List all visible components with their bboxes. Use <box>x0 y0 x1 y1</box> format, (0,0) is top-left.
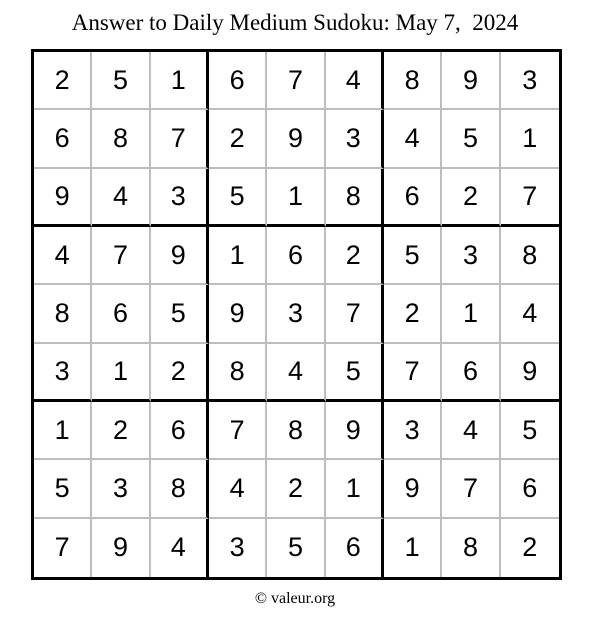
sudoku-cell: 4 <box>501 285 559 343</box>
sudoku-cell: 4 <box>326 52 384 110</box>
copyright-footer: © valeur.org <box>254 590 336 607</box>
sudoku-cell: 1 <box>326 460 384 518</box>
sudoku-cell: 6 <box>209 52 267 110</box>
sudoku-cell: 4 <box>92 169 150 227</box>
sudoku-cell: 2 <box>34 52 92 110</box>
sudoku-cell: 1 <box>34 402 92 460</box>
sudoku-cell: 7 <box>209 402 267 460</box>
sudoku-cell: 8 <box>326 169 384 227</box>
sudoku-cell: 3 <box>92 460 150 518</box>
sudoku-cell: 6 <box>326 519 384 577</box>
sudoku-cell: 2 <box>442 169 500 227</box>
sudoku-cell: 3 <box>34 344 92 402</box>
sudoku-cell: 9 <box>442 52 500 110</box>
sudoku-cell: 5 <box>442 110 500 168</box>
sudoku-cell: 2 <box>209 110 267 168</box>
sudoku-cell: 6 <box>267 227 325 285</box>
sudoku-cell: 7 <box>92 227 150 285</box>
sudoku-cell: 3 <box>209 519 267 577</box>
sudoku-cell: 2 <box>384 285 442 343</box>
sudoku-cell: 1 <box>442 285 500 343</box>
sudoku-cell: 5 <box>151 285 209 343</box>
sudoku-cell: 3 <box>442 227 500 285</box>
sudoku-cell: 5 <box>384 227 442 285</box>
sudoku-cell: 5 <box>92 52 150 110</box>
sudoku-cell: 8 <box>151 460 209 518</box>
sudoku-cell: 3 <box>151 169 209 227</box>
sudoku-cell: 6 <box>151 402 209 460</box>
sudoku-cell: 1 <box>151 52 209 110</box>
sudoku-cell: 3 <box>501 52 559 110</box>
sudoku-cell: 7 <box>34 519 92 577</box>
sudoku-cell: 8 <box>384 52 442 110</box>
sudoku-cell: 9 <box>501 344 559 402</box>
sudoku-cell: 3 <box>384 402 442 460</box>
sudoku-cell: 7 <box>326 285 384 343</box>
sudoku-cell: 6 <box>34 110 92 168</box>
sudoku-cell: 9 <box>326 402 384 460</box>
sudoku-cell: 5 <box>501 402 559 460</box>
sudoku-cell: 6 <box>442 344 500 402</box>
sudoku-cell: 4 <box>151 519 209 577</box>
sudoku-cell: 8 <box>92 110 150 168</box>
sudoku-cell: 9 <box>151 227 209 285</box>
sudoku-cell: 8 <box>34 285 92 343</box>
sudoku-cell: 4 <box>34 227 92 285</box>
sudoku-cell: 5 <box>209 169 267 227</box>
sudoku-cell: 6 <box>92 285 150 343</box>
sudoku-cell: 9 <box>92 519 150 577</box>
sudoku-cell: 3 <box>267 285 325 343</box>
sudoku-cell: 1 <box>267 169 325 227</box>
sudoku-cell: 7 <box>501 169 559 227</box>
sudoku-cell: 7 <box>151 110 209 168</box>
sudoku-grid <box>31 49 562 580</box>
sudoku-cell: 2 <box>522 532 538 563</box>
sudoku-cell: 4 <box>267 344 325 402</box>
sudoku-cell: 8 <box>267 402 325 460</box>
sudoku-cell: 2 <box>151 344 209 402</box>
sudoku-cell: 9 <box>209 285 267 343</box>
page-title: Answer to Daily Medium Sudoku: May 7, 2024 <box>71 10 519 35</box>
sudoku-cell: 3 <box>326 110 384 168</box>
sudoku-cell: 7 <box>442 460 500 518</box>
sudoku-cell: 5 <box>267 519 325 577</box>
sudoku-cell: 1 <box>92 344 150 402</box>
sudoku-cell: 1 <box>501 110 559 168</box>
sudoku-cell: 8 <box>442 519 500 577</box>
sudoku-cell: 4 <box>384 110 442 168</box>
sudoku-cell: 9 <box>267 110 325 168</box>
sudoku-cell: 9 <box>34 169 92 227</box>
sudoku-cell: 9 <box>384 460 442 518</box>
sudoku-cell: 1 <box>209 227 267 285</box>
sudoku-cell: 4 <box>209 460 267 518</box>
sudoku-cell: 6 <box>384 169 442 227</box>
sudoku-cell: 2 <box>326 227 384 285</box>
sudoku-cell: 2 <box>92 402 150 460</box>
sudoku-cell: 8 <box>209 344 267 402</box>
sudoku-cell: 8 <box>501 227 559 285</box>
sudoku-cell: 5 <box>326 344 384 402</box>
sudoku-cell: 7 <box>384 344 442 402</box>
sudoku-cell: 5 <box>34 460 92 518</box>
sudoku-cell: 4 <box>442 402 500 460</box>
sudoku-cell: 2 <box>267 460 325 518</box>
sudoku-cell: 1 <box>384 519 442 577</box>
sudoku-cell: 7 <box>267 52 325 110</box>
sudoku-cell: 6 <box>501 460 559 518</box>
